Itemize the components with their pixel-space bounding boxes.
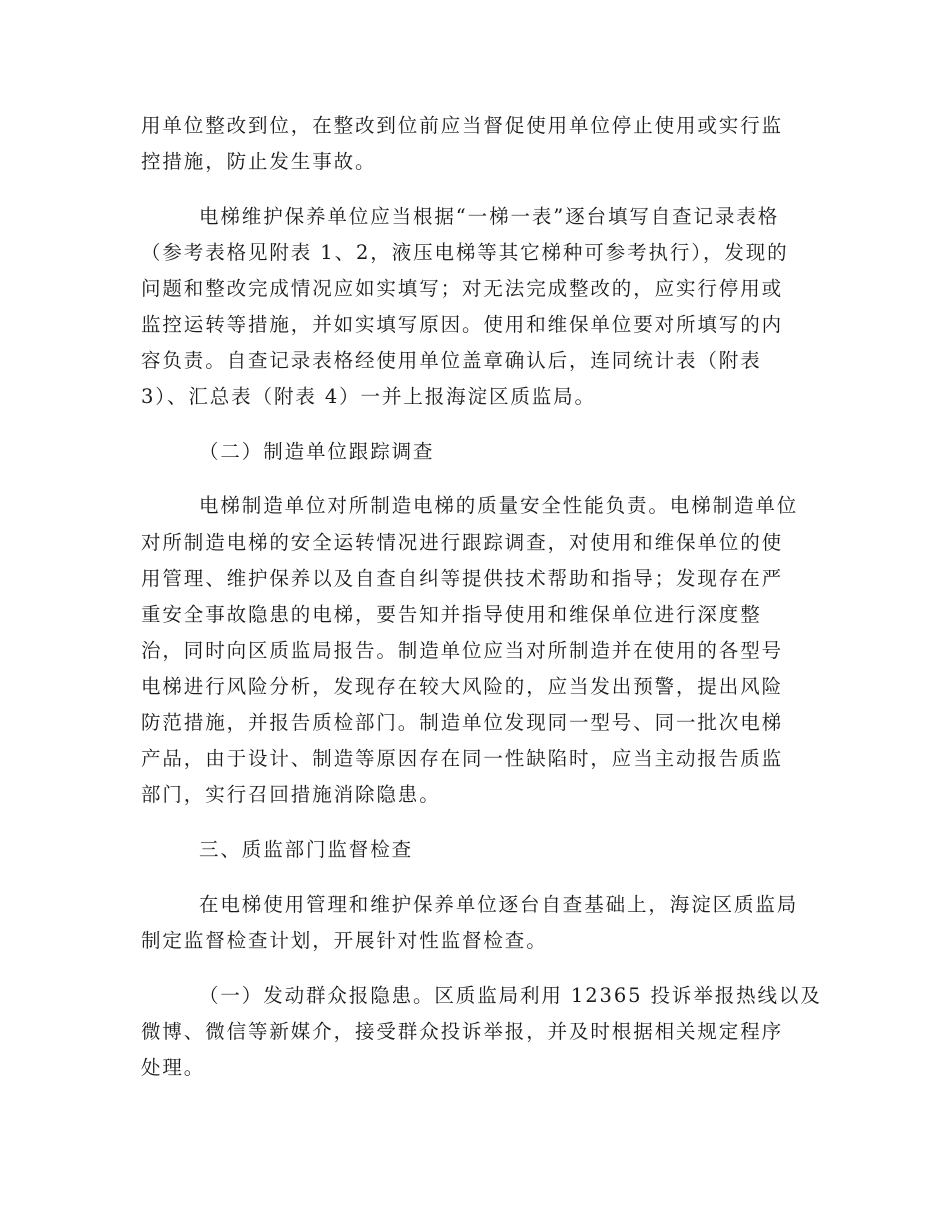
paragraph-line: 容负责。自查记录表格经使用单位盖章确认后，连同统计表（附表	[141, 349, 762, 372]
paragraph-line: 处理。	[141, 1056, 206, 1079]
section-heading: 三、质监部门监督检查	[199, 838, 414, 861]
paragraph-line: 电梯维护保养单位应当根据“一梯一表”逐台填写自查记录表格	[199, 205, 780, 228]
paragraph-line: 用管理、维护保养以及自查自纠等提供技术帮助和指导；发现存在严	[141, 567, 784, 590]
paragraph-line: 监控运转等措施，并如实填写原因。使用和维保单位要对所填写的内	[141, 313, 784, 336]
paragraph-line: 微博、微信等新媒介，接受群众投诉举报，并及时根据相关规定程序	[141, 1020, 784, 1043]
paragraph-line: 治，同时向区质监局报告。制造单位应当对所制造并在使用的各型号	[141, 639, 784, 662]
paragraph-line: 电梯进行风险分析，发现存在较大风险的，应当发出预警，提出风险	[141, 675, 784, 698]
paragraph-line: 用单位整改到位，在整改到位前应当督促使用单位停止使用或实行监	[141, 114, 784, 137]
paragraph-line: 制定监督检查计划，开展针对性监督检查。	[141, 929, 548, 952]
paragraph-line: 部门，实行召回措施消除隐患。	[141, 783, 441, 806]
paragraph-line: 问题和整改完成情况应如实填写；对无法完成整改的，应实行停用或	[141, 277, 784, 300]
paragraph-line: 重安全事故隐患的电梯，要告知并指导使用和维保单位进行深度整	[141, 603, 762, 626]
section-heading: （二）制造单位跟踪调查	[199, 440, 435, 463]
paragraph-line: 在电梯使用管理和维护保养单位逐台自查基础上，海淀区质监局	[199, 893, 799, 916]
paragraph-line: 3）、汇总表（附表 4）一并上报海淀区质监局。	[141, 385, 596, 408]
paragraph-line: 防范措施，并报告质检部门。制造单位发现同一型号、同一批次电梯	[141, 711, 784, 734]
paragraph-line: （参考表格见附表 1、2，液压电梯等其它梯种可参考执行），发现的	[141, 241, 789, 264]
paragraph-line: 产品，由于设计、制造等原因存在同一性缺陷时，应当主动报告质监	[141, 747, 784, 770]
paragraph-line: （一）发动群众报隐患。区质监局利用 12365 投诉举报热线以及	[199, 984, 822, 1007]
paragraph-line: 控措施，防止发生事故。	[141, 150, 377, 173]
paragraph-line: 电梯制造单位对所制造电梯的质量安全性能负责。电梯制造单位	[199, 494, 799, 517]
paragraph-line: 对所制造电梯的安全运转情况进行跟踪调查，对使用和维保单位的使	[141, 531, 784, 554]
